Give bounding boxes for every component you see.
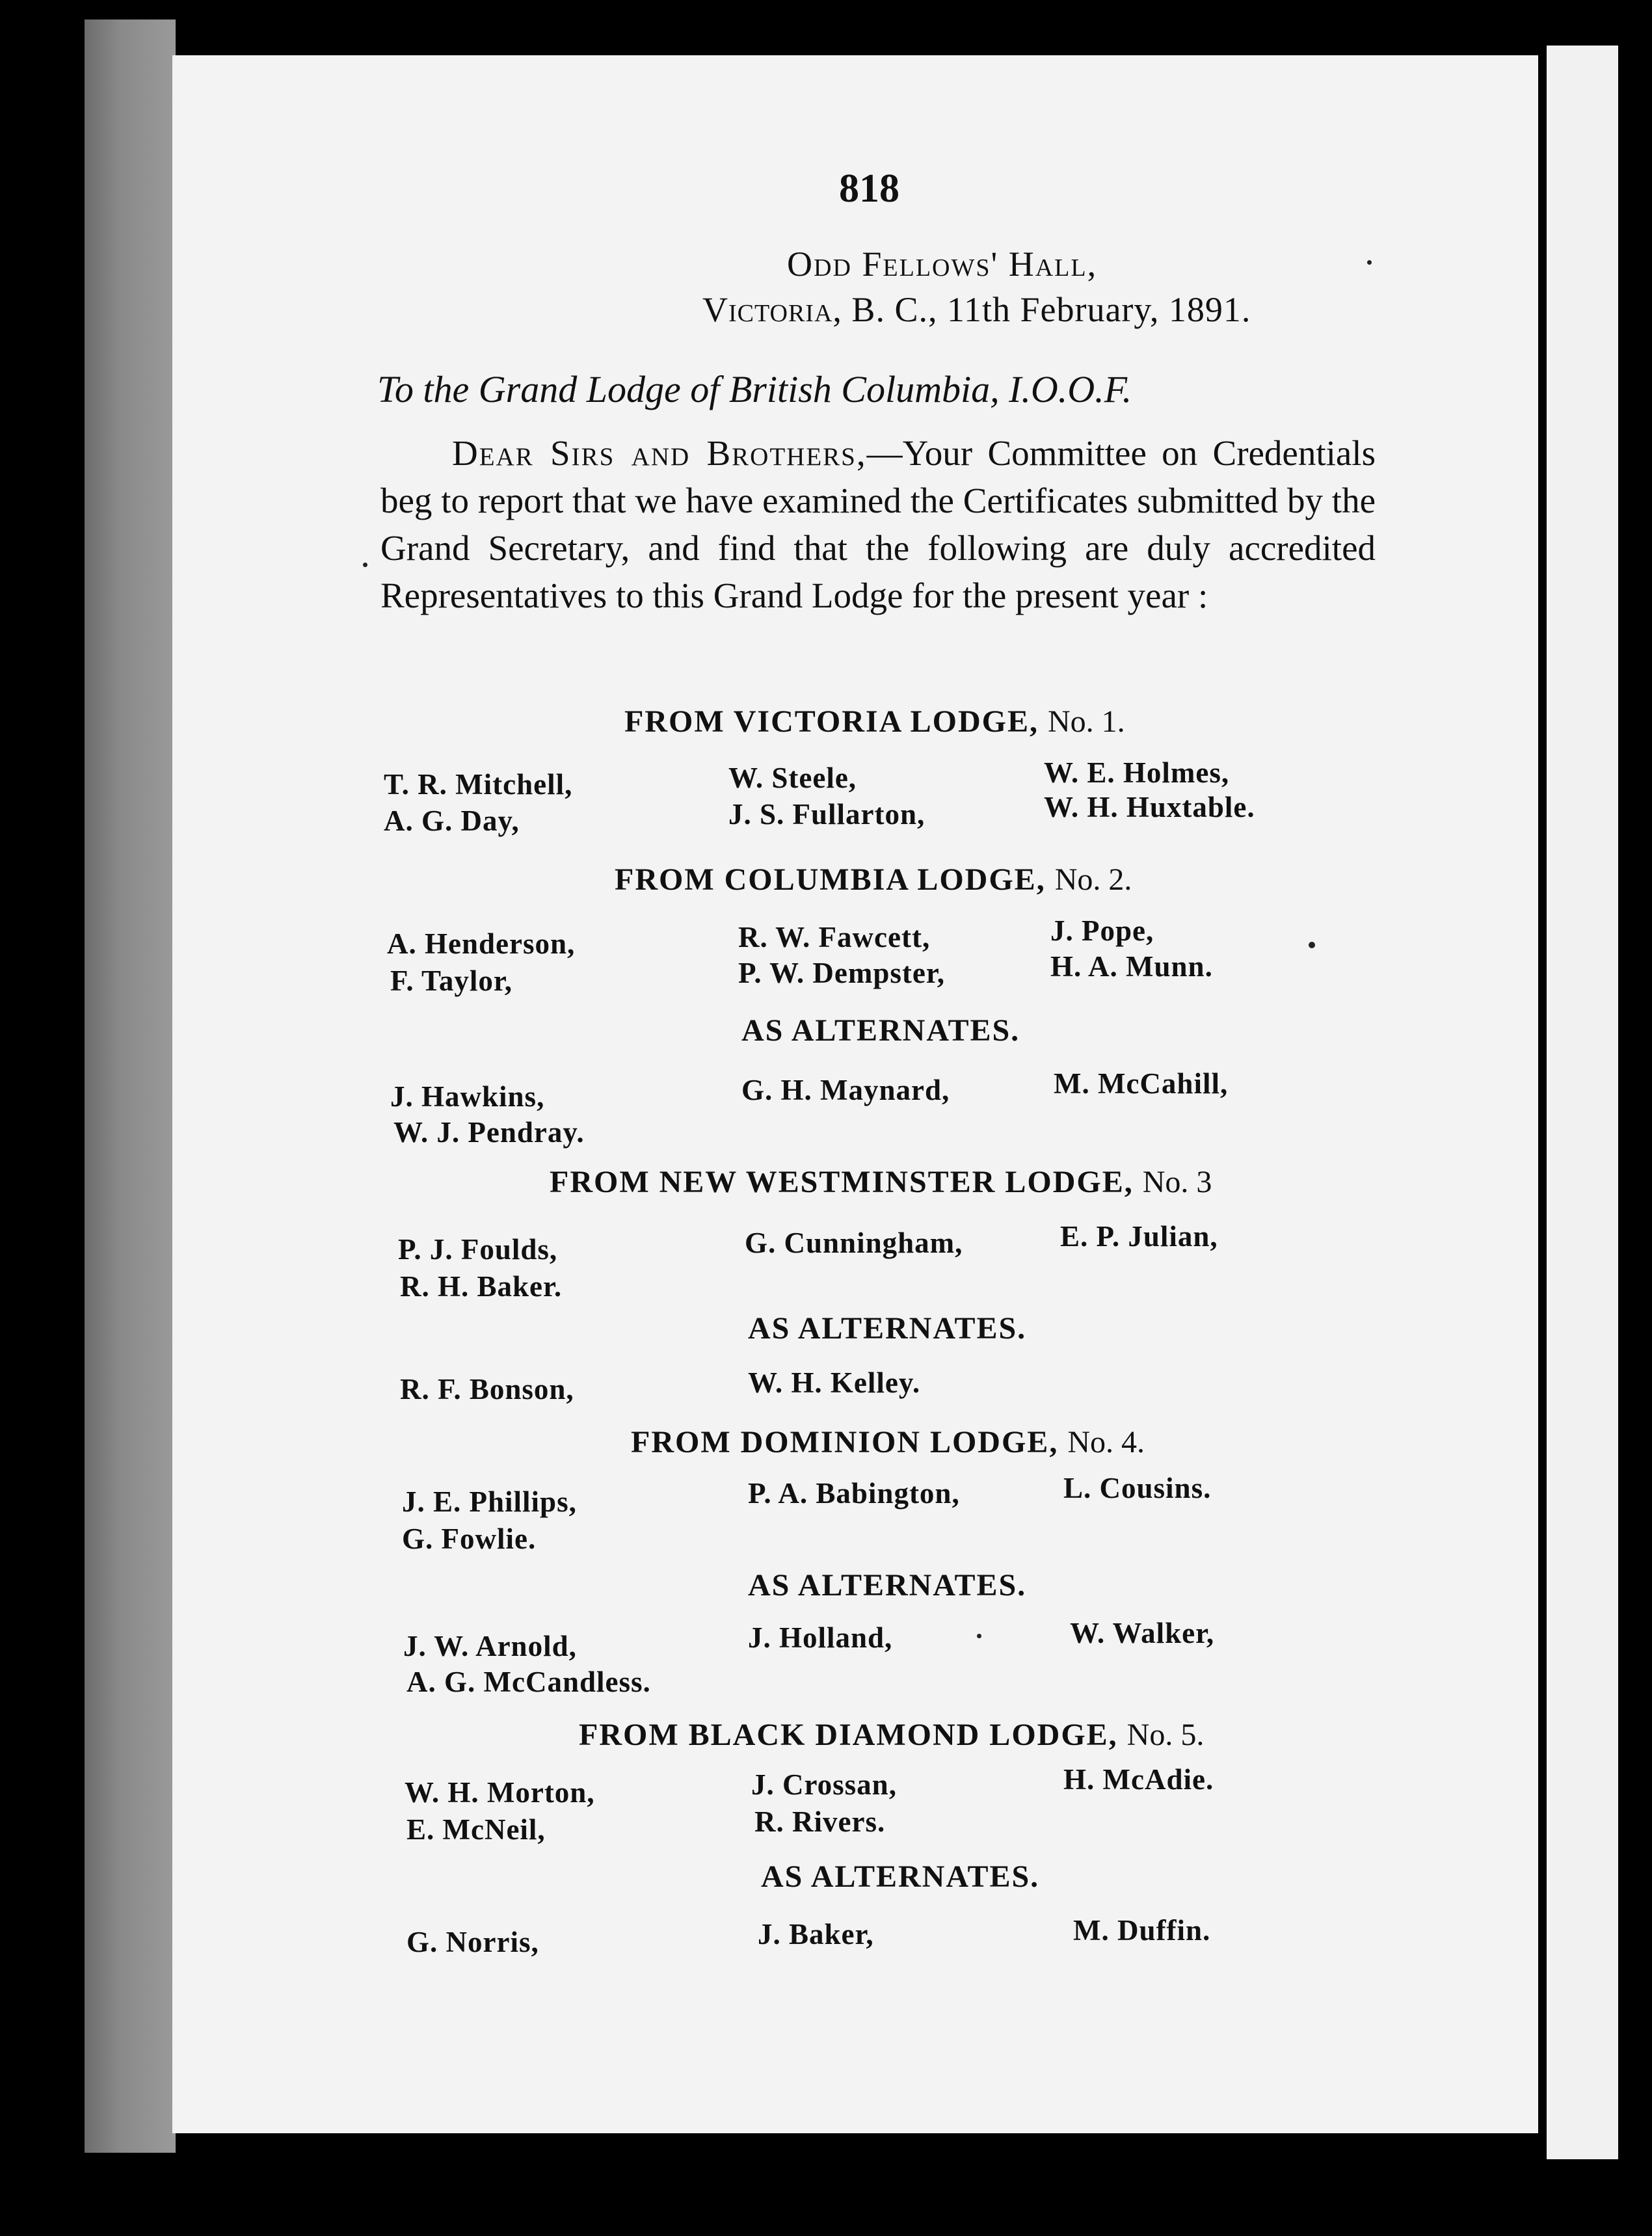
salutation: To the Grand Lodge of British Columbia, I.O.O.F. bbox=[377, 368, 1132, 410]
alternate-name: W. H. Kelley. bbox=[748, 1366, 921, 1399]
alternate-name: J. Baker, bbox=[758, 1918, 874, 1950]
representative-name: W. E. Holmes, bbox=[1044, 756, 1230, 789]
representative-name: T. R. Mitchell, bbox=[384, 768, 573, 801]
ink-speck bbox=[1367, 260, 1372, 265]
representative-name: J. Pope, bbox=[1050, 914, 1154, 947]
alternate-name: A. G. McCandless. bbox=[406, 1666, 651, 1698]
alternate-name: M. Duffin. bbox=[1073, 1914, 1211, 1947]
alternate-name: G. Norris, bbox=[406, 1926, 539, 1958]
place-date-line bbox=[702, 289, 1251, 330]
ink-speck bbox=[977, 1634, 981, 1638]
alternates-heading: AS ALTERNATES. bbox=[748, 1311, 1027, 1346]
facing-page-edge bbox=[1547, 46, 1618, 2159]
representative-name: G. Fowlie. bbox=[402, 1523, 537, 1555]
alternate-name: W. Walker, bbox=[1070, 1617, 1215, 1649]
alternate-name: G. H. Maynard, bbox=[741, 1074, 950, 1106]
lodge-heading-new-westminster: FROM NEW WESTMINSTER LODGE, No. 3 bbox=[550, 1165, 1212, 1199]
scan-left-margin bbox=[85, 20, 176, 2153]
lodge-heading-dominion: FROM DOMINION LODGE, No. 4. bbox=[631, 1425, 1145, 1459]
representative-name: P. A. Babington, bbox=[748, 1477, 960, 1510]
alternates-heading: AS ALTERNATES. bbox=[741, 1013, 1020, 1048]
representative-name: P. J. Foulds, bbox=[398, 1233, 558, 1266]
representative-name: R. W. Fawcett, bbox=[738, 921, 931, 953]
greeting: Dear Sirs and Brothers, bbox=[452, 433, 867, 473]
alternate-name: M. McCahill, bbox=[1054, 1067, 1229, 1100]
representative-name: W. Steele, bbox=[728, 762, 857, 794]
page-number: 818 bbox=[839, 166, 899, 211]
representative-name: E. P. Julian, bbox=[1060, 1220, 1218, 1253]
hall-line: Odd Fellows' Hall, bbox=[787, 245, 1098, 284]
representative-name: J. Crossan, bbox=[751, 1768, 897, 1801]
alternate-name: J. W. Arnold, bbox=[403, 1630, 577, 1662]
date-text: B. C., 11th February, 1891. bbox=[851, 290, 1251, 329]
representative-name: W. H. Huxtable. bbox=[1044, 791, 1255, 823]
alternates-heading: AS ALTERNATES. bbox=[748, 1568, 1027, 1603]
body-paragraph bbox=[380, 429, 1376, 619]
lodge-heading-victoria: FROM VICTORIA LODGE, No. 1. bbox=[624, 704, 1125, 739]
representative-name: H. A. Munn. bbox=[1050, 950, 1213, 983]
representative-name: J. E. Phillips, bbox=[402, 1485, 577, 1518]
body-text: —Your Committee on Credentials beg to report that we have examined the Certificates submitted by the Grand Secretary, and find that the following are duly accredited Representatives to this Grand Lodge for the present year : bbox=[380, 433, 1376, 615]
representative-name: G. Cunningham, bbox=[745, 1227, 963, 1259]
representative-name: L. Cousins. bbox=[1063, 1472, 1212, 1504]
alternate-name: W. J. Pendray. bbox=[393, 1116, 585, 1149]
representative-name: F. Taylor, bbox=[390, 965, 513, 997]
ink-speck bbox=[1309, 942, 1315, 948]
alternate-name: J. Holland, bbox=[748, 1621, 893, 1654]
representative-name: R. H. Baker. bbox=[400, 1270, 563, 1303]
representative-name: W. H. Morton, bbox=[405, 1776, 595, 1809]
lodge-heading-black-diamond: FROM BLACK DIAMOND LODGE, No. 5. bbox=[579, 1718, 1205, 1752]
representative-name: J. S. Fullarton, bbox=[728, 798, 926, 831]
alternate-name: R. F. Bonson, bbox=[400, 1373, 574, 1405]
place-name: Victoria, bbox=[702, 290, 842, 329]
alternates-heading: AS ALTERNATES. bbox=[761, 1859, 1040, 1894]
representative-name: E. McNeil, bbox=[406, 1813, 546, 1846]
representative-name: A. Henderson, bbox=[387, 927, 576, 960]
ink-speck bbox=[363, 563, 367, 567]
representative-name: H. McAdie. bbox=[1063, 1763, 1214, 1796]
representative-name: P. W. Dempster, bbox=[738, 957, 945, 989]
alternate-name: J. Hawkins, bbox=[390, 1080, 545, 1113]
lodge-heading-columbia: FROM COLUMBIA LODGE, No. 2. bbox=[615, 862, 1132, 897]
representative-name: A. G. Day, bbox=[384, 805, 520, 837]
representative-name: R. Rivers. bbox=[754, 1805, 886, 1838]
